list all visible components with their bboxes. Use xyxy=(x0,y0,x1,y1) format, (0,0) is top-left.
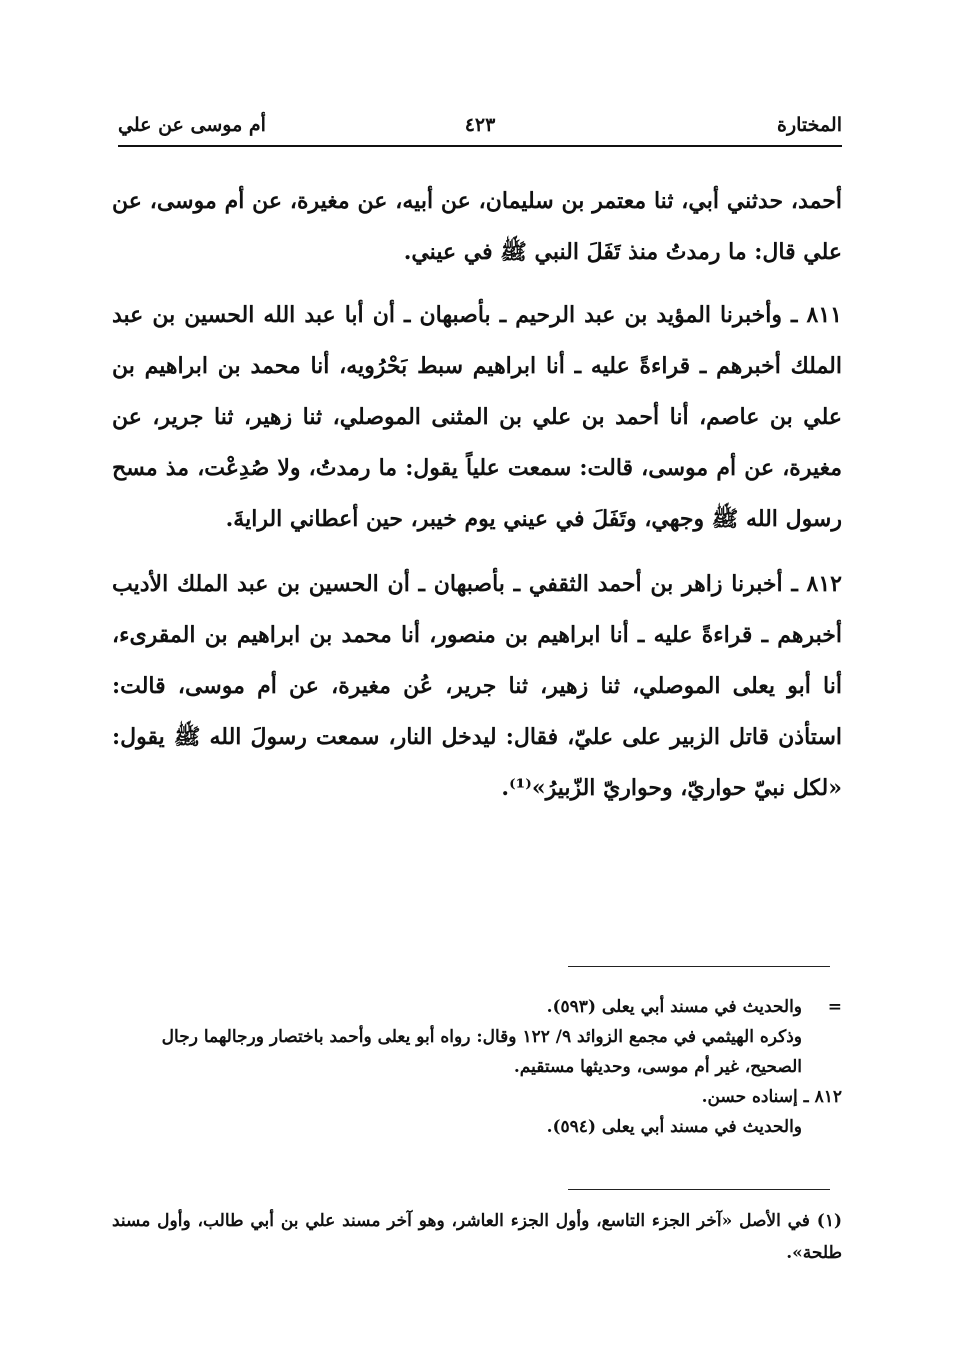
main-text xyxy=(112,176,842,828)
book-title: المختارة xyxy=(777,114,842,136)
paragraph-811: ٨١١ ـ وأخبرنا المؤيد بن عبد الرحيم ـ بأصبهان ـ أن أبا عبد الله الحسين بن عبد الملك أخبرهم ـ قراءةً عليه ـ أنا ابراهيم سبط بَحْرُويه، أنا محمد بن ابراهيم بن علي بن عاصم، أنا أحمد بن علي بن المثنى الموصلي، ثنا زهير، ثنا جرير، عن مغيرة، عن أم موسى، قالت: سمعت علياً يقول: ما رمدتُ، ولا صُدِعْت، مذ مسح رسول الله ﷺ وجهي، وتَفَلَ في عيني يوم خيبر، حين أعطاني الرايةَ. xyxy=(112,302,842,532)
footnote-line: =والحديث في مسند أبي يعلى (٥٩٣). xyxy=(112,992,842,1022)
endnote: (١) في الأصل «آخر الجزء التاسع، وأول الجزء العاشر، وهو آخر مسند علي بن أبي طالب، وأول مسند طلحة». xyxy=(112,1211,842,1263)
section-title: أم موسى عن علي xyxy=(118,114,266,136)
paragraph-812: ٨١٢ ـ أخبرنا زاهر بن أحمد الثقفي ـ بأصبهان ـ أن الحسين بن عبد الملك الأديب أخبرهم ـ قراءةً عليه ـ أنا ابراهيم بن منصور، أنا محمد بن ابراهيم بن المقرىء، أنا أبو يعلى الموصلي، ثنا زهير، ثنا جرير، عُن مغيرة، عن أم موسى، قالت: استأذن قاتل الزبير على عليّ، فقال: ليدخل النار، سمعت رسولَ الله ﷺ يقول: «لكل نبيّ حواريّ، وحواريّ الزّبيرُ»⁽¹⁾. xyxy=(112,571,842,801)
footnote-divider xyxy=(568,966,830,967)
note-divider xyxy=(568,1189,830,1190)
page-number: ٤٢٣ xyxy=(464,114,496,136)
continuation-mark: = xyxy=(827,997,842,1017)
footnote-line: ٨١٢ ـ إسناده حسن. xyxy=(701,1087,842,1107)
paragraph-continuation: أحمد، حدثني أبي، ثنا معتمر بن سليمان، عن أبيه، عن مغيرة، عن أم موسى، عن علي قال: ما رمدتُ منذ تَفَلَ النبي ﷺ في عيني. xyxy=(112,188,842,265)
footnotes xyxy=(112,992,842,1142)
footnote-line: وذكره الهيثمي في مجمع الزوائد ٩/ ١٢٢ وقال: رواه أبو يعلى وأحمد باختصار ورجالهما رجال الصحيح، غير أم موسى، وحديثها مستقيم. xyxy=(161,1027,802,1077)
header-divider xyxy=(118,145,842,147)
page-header xyxy=(118,110,842,144)
footnote-line: والحديث في مسند أبي يعلى (٥٩٤). xyxy=(546,1117,802,1137)
